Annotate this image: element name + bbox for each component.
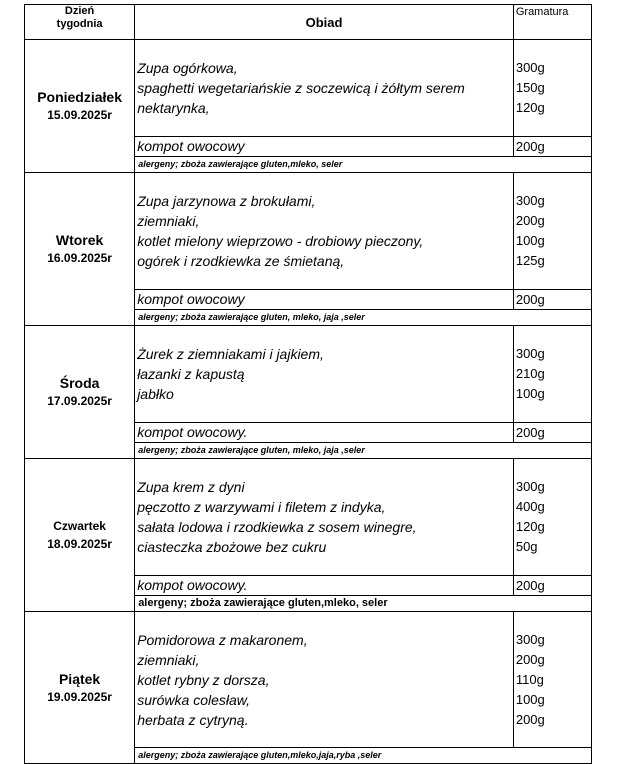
meal-item: kompot owocowy. bbox=[137, 577, 248, 593]
header-day-line2: tygodnia bbox=[56, 18, 103, 30]
meal-last-item-cell bbox=[135, 576, 514, 596]
day-name: Poniedziałek bbox=[37, 89, 122, 105]
meal-weights bbox=[513, 612, 591, 748]
meal-item: nektarynka, bbox=[137, 100, 210, 116]
day-cell bbox=[25, 326, 135, 459]
allergen-info: alergeny; zboża zawierające gluten,mleko, seler bbox=[135, 157, 592, 173]
meal-item: pęczotto z warzywami i filetem z indyka, bbox=[137, 499, 386, 515]
meal-item: jabłko bbox=[137, 386, 174, 402]
meal-weight: 100g bbox=[515, 386, 545, 401]
allergen-info: alergeny; zboża zawierające gluten, mleko, jaja ,seler bbox=[135, 443, 592, 459]
meal-item: ziemniaki, bbox=[137, 213, 200, 229]
meal-items bbox=[135, 326, 514, 423]
meal-item: surówka colesław, bbox=[137, 692, 251, 708]
day-cell bbox=[25, 173, 135, 326]
meal-weight: 300g bbox=[515, 193, 545, 208]
meal-weight: 300g bbox=[515, 60, 545, 75]
day-date: 19.09.2025r bbox=[47, 689, 112, 704]
day-date: 16.09.2025r bbox=[47, 251, 112, 265]
allergen-info: alergeny; zboża zawierające gluten, mleko, jaja ,seler bbox=[135, 310, 592, 326]
meal-items bbox=[135, 173, 514, 290]
meal-weight: 50g bbox=[515, 539, 538, 554]
header-day-line1: Dzień bbox=[64, 5, 95, 17]
meal-weight: 200g bbox=[515, 139, 545, 154]
header-meal: Obiad bbox=[135, 5, 514, 40]
meal-item: kompot owocowy bbox=[137, 138, 245, 154]
menu-table bbox=[24, 4, 592, 764]
meal-item: Pomidorowa z makaronem, bbox=[137, 632, 308, 648]
meal-items bbox=[135, 40, 514, 137]
day-cell bbox=[25, 612, 135, 764]
meal-last-weight-cell bbox=[513, 423, 591, 443]
meal-item: Zupa ogórkowa, bbox=[137, 60, 238, 76]
day-name: Środa bbox=[59, 375, 100, 391]
day-row bbox=[25, 326, 592, 423]
meal-weight: 200g bbox=[515, 652, 545, 667]
meal-weight: 300g bbox=[515, 346, 545, 361]
meal-last-weight-cell bbox=[513, 137, 591, 157]
allergen-info: alergeny; zboża zawierające gluten,mleko,jaja,ryba ,seler bbox=[135, 748, 592, 764]
meal-weight: 210g bbox=[515, 366, 545, 381]
meal-weight: 150g bbox=[515, 80, 545, 95]
meal-weight: 200g bbox=[515, 213, 545, 228]
day-row bbox=[25, 173, 592, 290]
meal-item: kotlet rybny z dorsza, bbox=[137, 672, 270, 688]
day-name: Piątek bbox=[58, 670, 101, 687]
day-date: 17.09.2025r bbox=[47, 394, 112, 408]
meal-item: kompot owocowy. bbox=[137, 424, 248, 440]
meal-item: ogórek i rzodkiewka ze śmietaną, bbox=[137, 253, 345, 269]
meal-weight: 125g bbox=[515, 253, 545, 268]
meal-last-weight-cell bbox=[513, 290, 591, 310]
meal-last-weight-cell bbox=[513, 576, 591, 596]
allergen-info: alergeny; zboża zawierające gluten,mleko, seler bbox=[135, 596, 592, 612]
meal-weights bbox=[513, 459, 591, 576]
meal-item: Żurek z ziemniakami i jajkiem, bbox=[137, 346, 324, 362]
meal-item: ciasteczka zbożowe bez cukru bbox=[137, 539, 327, 555]
meal-weight: 100g bbox=[515, 233, 545, 248]
meal-item: sałata lodowa i rzodkiewka z sosem winegre, bbox=[137, 519, 417, 535]
day-date: 18.09.2025r bbox=[47, 537, 112, 551]
day-date: 15.09.2025r bbox=[47, 108, 112, 122]
day-cell bbox=[25, 40, 135, 173]
meal-weight: 200g bbox=[515, 578, 545, 593]
meal-weights bbox=[513, 173, 591, 290]
header-weight: Gramatura bbox=[513, 5, 591, 40]
day-name: Czwartek bbox=[53, 519, 106, 533]
meal-last-item-cell bbox=[135, 423, 514, 443]
meal-weight: 100g bbox=[515, 692, 545, 707]
meal-item: ziemniaki, bbox=[137, 652, 200, 668]
day-name: Wtorek bbox=[55, 232, 104, 248]
meal-weight: 400g bbox=[515, 499, 545, 514]
meal-last-item-cell bbox=[135, 290, 514, 310]
meal-weight: 300g bbox=[515, 479, 545, 494]
meal-weight: 200g bbox=[515, 425, 545, 440]
meal-last-item-cell bbox=[135, 137, 514, 157]
day-row bbox=[25, 40, 592, 137]
meal-items bbox=[135, 459, 514, 576]
meal-item: Zupa jarzynowa z brokułami, bbox=[137, 193, 316, 209]
meal-weight: 200g bbox=[515, 292, 545, 307]
meal-item: Zupa krem z dyni bbox=[137, 479, 245, 495]
meal-item: spaghetti wegetariańskie z soczewicą i żółtym serem bbox=[137, 80, 465, 96]
meal-weight: 120g bbox=[515, 100, 545, 115]
header-row bbox=[25, 5, 592, 40]
meal-weight: 200g bbox=[515, 712, 545, 727]
meal-weight: 120g bbox=[515, 519, 545, 534]
day-cell bbox=[25, 459, 135, 612]
meal-item: kotlet mielony wieprzowo - drobiowy pieczony, bbox=[137, 233, 424, 249]
meal-item: łazanki z kapustą bbox=[137, 366, 245, 382]
meal-items bbox=[135, 612, 514, 748]
meal-weights bbox=[513, 326, 591, 423]
meal-weights bbox=[513, 40, 591, 137]
meal-item: herbata z cytryną. bbox=[137, 712, 249, 728]
meal-weight: 300g bbox=[515, 632, 545, 647]
header-day bbox=[25, 5, 135, 40]
meal-item: kompot owocowy bbox=[137, 291, 245, 307]
day-row bbox=[25, 612, 592, 748]
day-row bbox=[25, 459, 592, 576]
meal-weight: 110g bbox=[515, 672, 544, 687]
